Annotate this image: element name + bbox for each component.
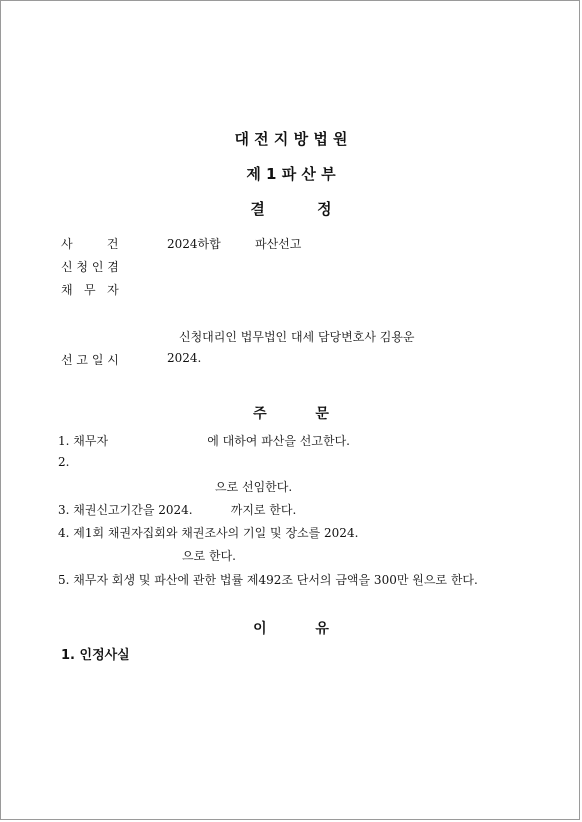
date-label: 선 고 일 시 bbox=[61, 353, 119, 367]
document-type: 결 정 bbox=[250, 200, 332, 218]
order-line-4b: 으로 한다. bbox=[182, 549, 236, 563]
order-line-2b: 으로 선임한다. bbox=[215, 480, 293, 494]
agent-line: 신청대리인 법무법인 대세 담당변호사 김용운 bbox=[179, 330, 415, 344]
reasons-heading: 이 유 bbox=[253, 621, 329, 637]
order-line-4: 4. 제1회 채권자집회와 채권조사의 기일 및 장소를 2024. bbox=[58, 526, 359, 540]
case-label: 사 건 bbox=[61, 237, 119, 251]
section-1-heading: 1. 인정사실 bbox=[61, 648, 130, 663]
order-line-1: 1. 채무자 에 대하여 파산을 선고한다. bbox=[58, 434, 350, 448]
debtor-label: 채 무 자 bbox=[61, 283, 119, 297]
order-line-5: 5. 채무자 회생 및 파산에 관한 법률 제492조 단서의 금액을 300만 원으로 한다. bbox=[58, 573, 478, 587]
date-value: 2024. bbox=[167, 351, 202, 365]
case-name: 파산선고 bbox=[255, 237, 302, 251]
division-name: 제 1 파 산 부 bbox=[246, 165, 336, 183]
case-number: 2024하합 bbox=[167, 237, 221, 251]
applicant-label: 신 청 인 겸 bbox=[61, 260, 119, 274]
court-name: 대 전 지 방 법 원 bbox=[234, 130, 348, 148]
order-line-2: 2. bbox=[58, 455, 70, 469]
order-line-3: 3. 채권신고기간을 2024. 까지로 한다. bbox=[58, 503, 297, 517]
order-heading: 주 문 bbox=[253, 406, 329, 422]
